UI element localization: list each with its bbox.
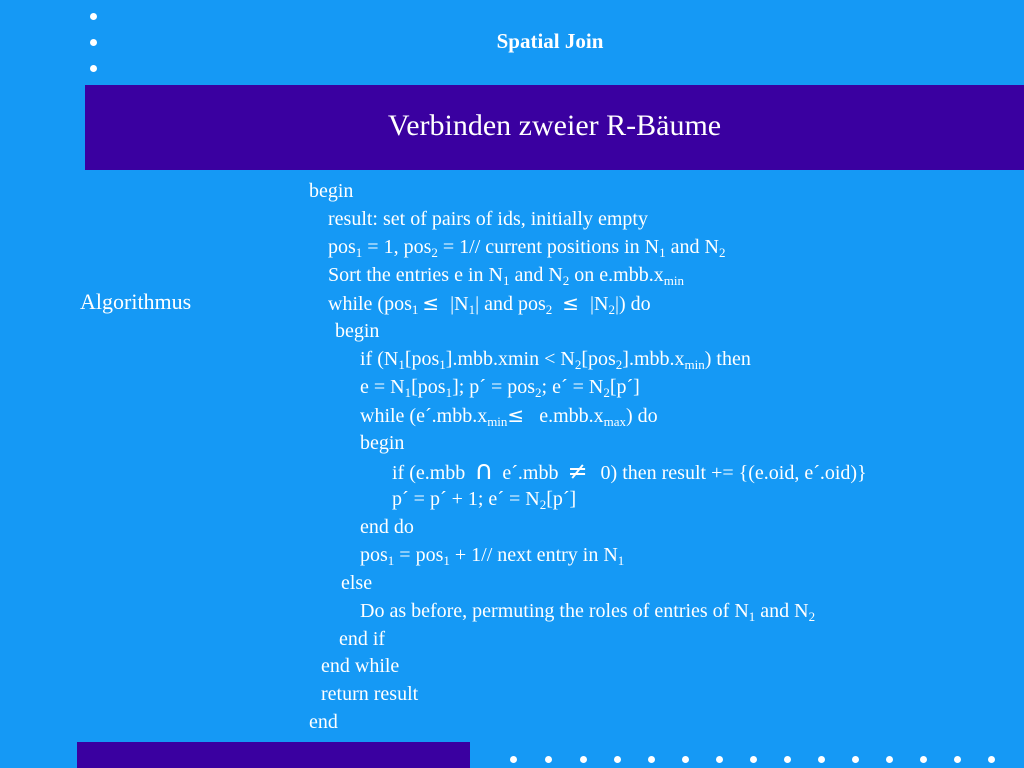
decor-dot [886, 756, 893, 763]
code-line: begin [335, 320, 380, 342]
decor-dot [784, 756, 791, 763]
code-line: while ($pos_1 \le |N_1|$ and $pos_2 \le |N_2|$) do [328, 291, 651, 317]
code-line: result: set of pairs of ids, initially empty [328, 208, 648, 230]
less-equal-icon: ≤ [562, 291, 580, 315]
code-line: if $(N_1[pos_1].mbb.xmin < N_2[pos_2].mbb.x_{min})$ then [360, 348, 751, 372]
decor-dot [90, 65, 97, 72]
less-equal-icon: ≤ [507, 403, 525, 427]
decor-dot [716, 756, 723, 763]
footer-band [77, 742, 470, 768]
code-line: while $(e´.mbb.x_{min}\le e.mbb.x_{max})$ do [360, 403, 658, 429]
decor-dot [648, 756, 655, 763]
code-line: end [309, 711, 338, 733]
code-line: pos$_1$ = pos$_1$ + 1// next entry in $N_1$ [360, 544, 625, 568]
intersection-icon: ∩ [474, 456, 494, 486]
less-equal-icon: ≤ [422, 291, 440, 315]
decor-dot [614, 756, 621, 763]
decor-dot [988, 756, 995, 763]
code-line: if (e.mbb ∩ e´.mbb ≠ 0) then result += {(e.oid, e´.oid)} [392, 456, 867, 486]
header-title: Spatial Join [496, 29, 604, 53]
decor-dot [954, 756, 961, 763]
decor-dot [920, 756, 927, 763]
decor-dot [750, 756, 757, 763]
code-line: $e = N_1[pos_1]$; p´ = pos$_2$; e´ = $N_2[p´]$ [360, 376, 640, 400]
decor-dot [510, 756, 517, 763]
decor-dot [852, 756, 859, 763]
code-line: p´ = p´ + 1; e´ = $N_2[p´]$ [392, 488, 577, 512]
code-line: Do as before, permuting the roles of entries of $N_1$ and $N_2$ [360, 600, 816, 624]
code-line: end if [339, 628, 386, 650]
slide-title: Verbinden zweier R-Bäume [387, 109, 722, 142]
code-line: pos$_1$ = 1, pos$_2$ = 1// current positions in $N_1$ and $N_2$ [328, 236, 726, 260]
code-line: end do [360, 516, 414, 538]
code-line: end while [321, 655, 400, 677]
code-line: Sort the entries e in $N_1$ and $N_2$ on $e.mbb.x_{min}$ [328, 264, 684, 288]
side-label: Algorithmus [80, 289, 192, 314]
code-line: begin [360, 432, 405, 454]
decor-dot [545, 756, 552, 763]
title-band [85, 85, 1024, 170]
not-equal-icon: ≠ [567, 457, 588, 485]
code-line: return result [321, 683, 419, 705]
decor-dot [90, 13, 97, 20]
code-line: else [341, 572, 373, 594]
decor-dot [682, 756, 689, 763]
decor-dot [818, 756, 825, 763]
decor-dot [580, 756, 587, 763]
code-line: begin [309, 180, 354, 202]
